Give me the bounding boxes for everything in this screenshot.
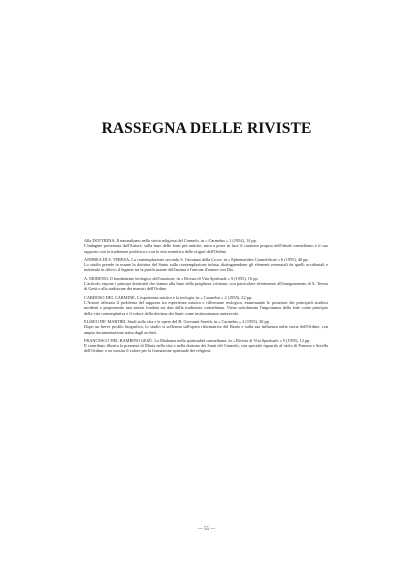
entry-abstract: L'articolo espone i principi dottrinali che stanno alla base della preghiera cristiana, con particolare riferimento all'insegnamento di S. Teresa di Gesù e alla tradizione dei maestri dell'Ordine.: [84, 281, 328, 292]
entry-abstract: Lo studio prende in esame la dottrina del Santo sulla contemplazione infusa, distinguendone gli elementi essenziali da quelli accidentali e mettendo in rilievo il legame tra la purificazione dell'anima e l'unione d'amore con Dio.: [84, 262, 328, 273]
review-entry: [84, 338, 328, 354]
review-list: [84, 238, 328, 357]
entry-heading: ANDREA DI S. TERESA, La contemplazione secondo S. Giovanni della Croce, in « Ephemerides Carmeliticae » 6 (1955), 40 pp.: [84, 256, 309, 262]
entry-abstract: Dopo un breve profilo biografico, lo studio si sofferma sull'opera riformatrice del Beato e sulla sua influenza nella storia dell'Ordine, con ampia documentazione tratta dagli archivi.: [84, 324, 328, 335]
entry-heading: Alla DOTTRINA, Il naturalismo nella storia religiosa del Carmelo, in « Carmelus » 1 (1954), 14 pp.: [84, 238, 257, 243]
entry-abstract: Il contributo illustra la presenza di Maria nella vita e nella dottrina dei Santi del Carmelo, con speciale riguardo al titolo di Patrona e Sorella dell'Ordine, e ne mostra il valore per la formazione spirituale dei religiosi.: [84, 343, 328, 354]
entry-abstract: L'indagine presentata dall'Autore, sulla base delle fonti più antiche, mira a porre in luce il carattere proprio dell'ideale carmelitano e il suo rapporto con la tradizione profetica e con la vita eremitica delle origini dell'Ordine.: [84, 243, 328, 254]
review-entry: [84, 276, 328, 292]
entry-heading: A. MORENO, Il fondamento teologico dell'orazione, in « Rivista di Vita Spirituale » 9 (1955), 16 pp.: [84, 275, 259, 281]
review-entry: [84, 295, 328, 316]
review-entry: [84, 257, 328, 273]
entry-heading: CARDOSO DEL CARMINE, L'esperienza mistica e la teologia, in « Carmelus » 2 (1955), 22 pp.: [84, 294, 253, 300]
entry-abstract: L'Autore affronta il problema del rapporto tra esperienza mistica e riflessione teologica, esaminando le posizioni dei principali studiosi moderni e proponendo una sintesi fondata sui dati della tradizione carmelitana. Viene sottolineata l'importanza della fede come principio della vita contemplativa e il valore della dottrina dei Santi come testimonianza autorevole.: [84, 300, 328, 316]
entry-heading: FRANCESCO DEL BAMBINO GESÙ, La Madonna nella spiritualità carmelitana, in « Rivista di Vita Spirituale » 9 (1955), 12 pp.: [84, 337, 311, 343]
page-number: — 55 —: [197, 527, 216, 532]
entry-heading: ELISEO DE' MARTIRI, Studi sulla vita e le opere del B. Giovanni Soreth, in « Carmelus » 2 (1955), 30 pp.: [84, 319, 270, 324]
review-entry: [84, 319, 328, 335]
review-entry: [84, 238, 328, 254]
page-title: RASSEGNA DELLE RIVISTE: [101, 120, 312, 137]
